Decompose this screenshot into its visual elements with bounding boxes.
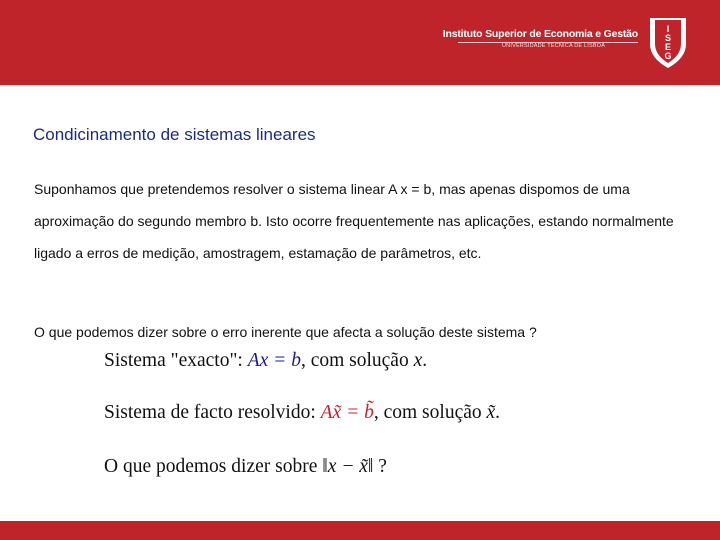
punct: . bbox=[495, 402, 501, 423]
norm-expression: ‖x − x̃‖ bbox=[322, 456, 374, 477]
variable: x bbox=[413, 350, 423, 371]
label: , com solução bbox=[300, 350, 414, 371]
intro-paragraph: Suponhamos que pretendemos resolver o sistema linear A x = b, mas apenas dispomos de uma aproximação do segundo membro b. Isto ocorre frequentemente nas aplicações, estando normalmente ligado a erros de medição, amostragem, estamação de parâmetros, etc. bbox=[34, 181, 674, 261]
equation: Ax̃ = b̃ bbox=[320, 402, 374, 423]
label: , com solução bbox=[373, 402, 487, 423]
iseg-logo-icon bbox=[648, 16, 688, 70]
label: O que podemos dizer sobre bbox=[104, 456, 323, 477]
punct: . bbox=[422, 350, 428, 371]
svg-text:G: G bbox=[664, 51, 672, 61]
svg-text:I: I bbox=[666, 24, 670, 34]
label: Sistema de facto resolvido: bbox=[104, 402, 321, 423]
slide-title: Condicinamento de sistemas lineares bbox=[33, 125, 316, 144]
header-bar bbox=[0, 0, 720, 85]
solved-system-line bbox=[104, 402, 500, 424]
footer-bar bbox=[0, 521, 720, 540]
exact-system-line bbox=[104, 350, 427, 372]
svg-text:E: E bbox=[664, 42, 672, 52]
variable: x̃ bbox=[486, 402, 496, 423]
error-question-line bbox=[104, 456, 387, 478]
institution-name: Instituto Superior de Economia e Gestão bbox=[442, 28, 638, 40]
question-text: O que podemos dizer sobre o erro inerente que afecta a solução deste sistema ? bbox=[34, 324, 537, 340]
svg-text:S: S bbox=[664, 33, 672, 43]
punct: ? bbox=[373, 456, 387, 477]
university-name: UNIVERSIDADE TÉCNICA DE LISBOA bbox=[502, 43, 606, 49]
equation: Ax = b bbox=[247, 350, 301, 371]
label: Sistema "exacto": bbox=[104, 350, 248, 371]
